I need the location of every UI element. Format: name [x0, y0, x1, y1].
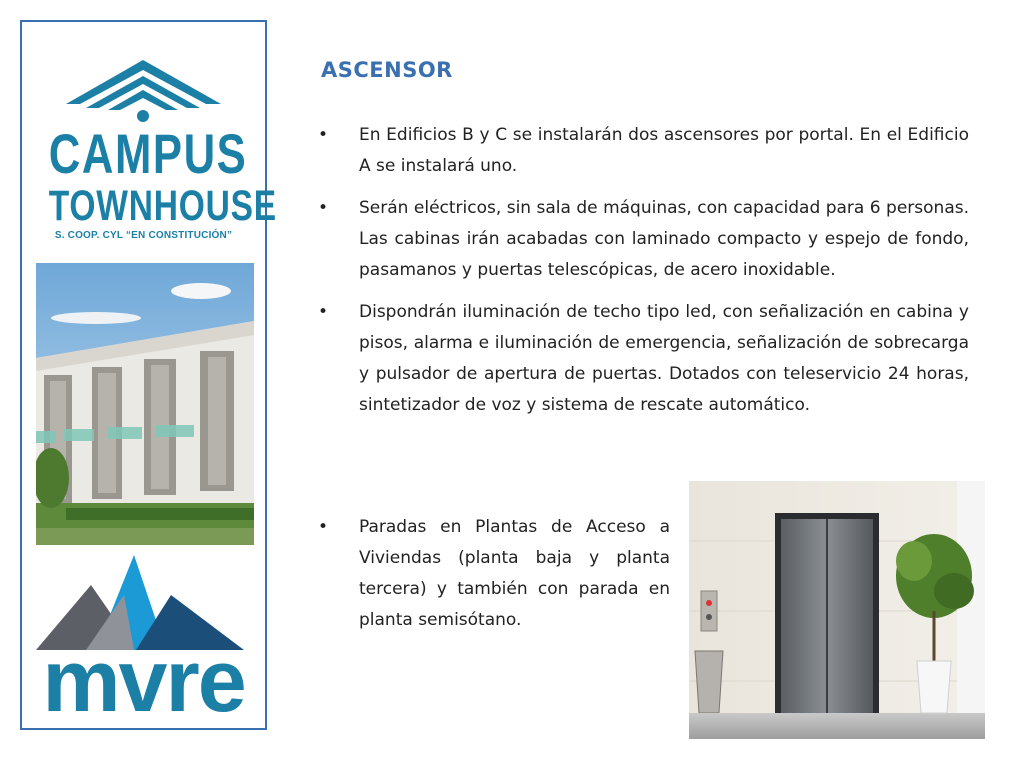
list-item — [318, 297, 969, 421]
bullet-dot: • — [318, 517, 329, 537]
bullet-list — [318, 120, 969, 421]
sidebar-panel — [20, 20, 277, 730]
logo-townhouse: TOWNHOUSE — [48, 182, 277, 230]
mvre-logo-text: mvre — [42, 631, 245, 730]
list-item — [318, 193, 969, 286]
elevator-photo — [689, 481, 985, 739]
bullet-text: Paradas en Plantas de Acceso a Viviendas (planta baja y planta tercera) y también con parada en planta semisótano. — [359, 517, 670, 630]
bullet-text: Dispondrán iluminación de techo tipo led, con señalización en cabina y pisos, alarma e iluminación de emergencia, señalización de sobrecarga y pulsador de apertura de puertas. Dotados con teleservicio 24 horas, sintetizador de voz y sistema de rescate automático. — [359, 302, 969, 415]
house-roof-icon — [66, 60, 221, 124]
bullet-dot: • — [318, 198, 329, 218]
list-item — [318, 120, 969, 182]
building-photo — [36, 263, 254, 545]
logo-tagline: S. COOP. CYL “EN CONSTITUCIÓN” — [54, 230, 233, 241]
bullet-text: En Edificios B y C se instalarán dos ascensores por portal. En el Edificio A se instalará uno. — [359, 125, 969, 176]
bullet-list-secondary — [318, 512, 670, 636]
bullet-text: Serán eléctricos, sin sala de máquinas, con capacidad para 6 personas. Las cabinas irán acabadas con laminado compacto y espejo de fondo, pasamanos y puertas telescópicas, de acero inoxidable. — [359, 198, 969, 280]
bullet-dot: • — [318, 302, 329, 322]
list-item — [318, 512, 670, 636]
logo-campus: CAMPUS — [48, 122, 248, 185]
page-title: ASCENSOR — [321, 58, 453, 82]
bullet-dot: • — [318, 125, 329, 145]
